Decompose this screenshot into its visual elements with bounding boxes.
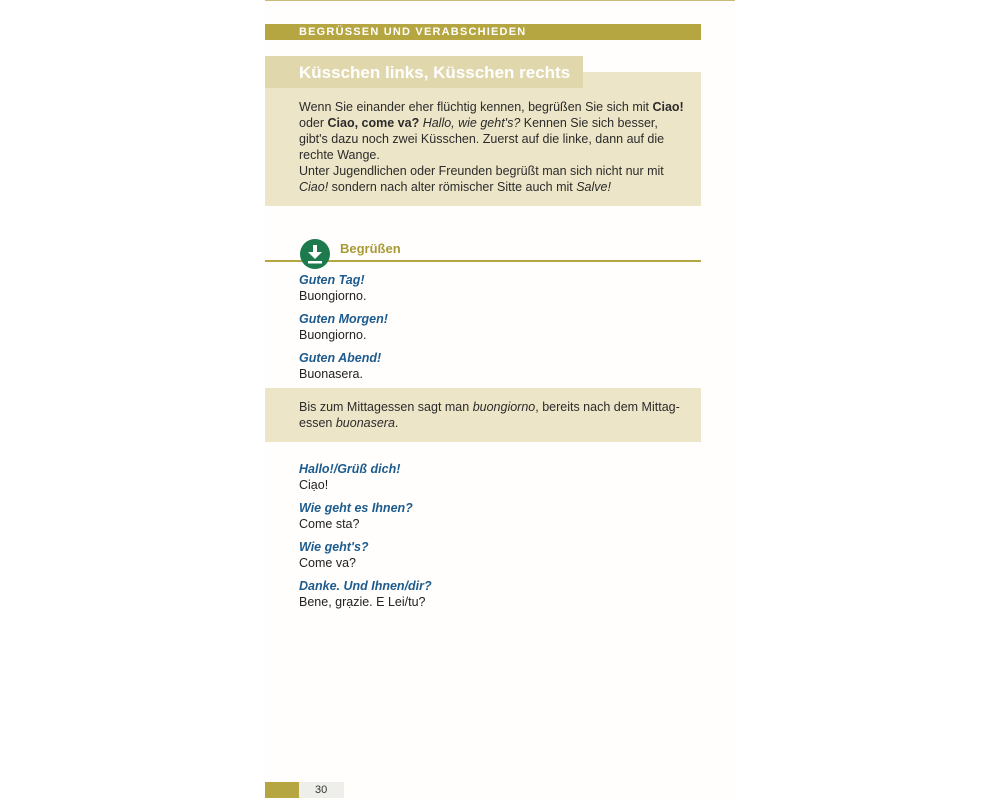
phrase-italian: Come sta?	[299, 517, 360, 531]
info-box-title-strip	[583, 72, 701, 88]
section-header: BEGRÜSSEN UND VERABSCHIEDEN	[265, 24, 701, 40]
page-number: 30	[299, 782, 344, 798]
phrase-german: Wie geht es Ihnen?	[299, 501, 413, 515]
phrase-italian: Buongiorno.	[299, 289, 367, 303]
note-line-2: essen buonasera.	[299, 416, 399, 430]
phrase-item	[299, 578, 699, 610]
phrase-italian: Ciạo!	[299, 478, 329, 492]
info-box-title: Küsschen links, Küsschen rechts	[265, 56, 583, 88]
phrase-german: Guten Abend!	[299, 351, 382, 365]
phrase-german: Wie geht's?	[299, 540, 369, 554]
phrase-item	[299, 461, 699, 493]
phrase-item	[299, 500, 699, 532]
phrase-italian: Bene, grạzie. E Lei/tu?	[299, 595, 426, 609]
phrase-german: Guten Tag!	[299, 273, 365, 287]
phrase-german: Danke. Und Ihnen/dir?	[299, 579, 432, 593]
info-paragraph-2: Unter Jugendlichen oder Freunden begrüßt man sich nicht nur mit Ciao! sondern nach alter römischer Sitte auch mit Salve!	[299, 164, 664, 194]
note-line-1: Bis zum Mittagessen sagt man buongiorno, bereits nach dem Mittag-	[299, 400, 680, 414]
phrase-german: Guten Morgen!	[299, 312, 388, 326]
info-paragraph-1: Wenn Sie einander eher flüchtig kennen, begrüßen Sie sich mit Ciao! oder Ciao, come va? Hallo, wie geht's? Kennen Sie sich besser, gibt's dazu noch zwei Küsschen. Zuerst auf die linke, dann auf die rechte Wange.	[299, 100, 684, 162]
phrase-item	[299, 350, 699, 382]
phrase-list-2	[299, 461, 699, 617]
phrase-list-1	[299, 272, 699, 389]
phrase-italian: Come va?	[299, 556, 356, 570]
phrase-item	[299, 311, 699, 343]
phrase-italian: Buonasera.	[299, 367, 363, 381]
page-tab	[265, 782, 299, 798]
phrase-german: Hallo!/Grüß dich!	[299, 462, 401, 476]
note-box	[265, 388, 701, 442]
phrase-italian: Buongiorno.	[299, 328, 367, 342]
subsection-title: Begrüßen	[340, 241, 401, 256]
subsection-rule	[265, 260, 701, 262]
phrase-item	[299, 539, 699, 571]
download-icon	[300, 239, 330, 269]
phrase-item	[299, 272, 699, 304]
top-rule	[265, 0, 735, 1]
info-box	[265, 88, 701, 206]
